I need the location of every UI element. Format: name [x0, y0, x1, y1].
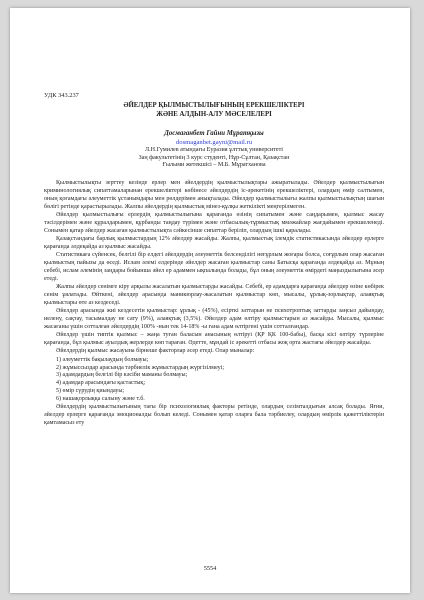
body-paragraph: Әйелдердің қылмыстылығының тағы бір психологиялық факторы ретінде, олардың сезімталдығын алсақ болады. Яғни, әйелдер ерлерге қарағанда эмоционалды болып келеді. Сонымен қатар оларға бала тәрбиелеу, олардың өмірлік қажеттіліктерін қамтамасыз ету [44, 403, 384, 426]
body-paragraph: Қазақстандағы барлық қылмыстардың 12% әйелдер жасайды. Жалпы, қылмыстық ілемдік статистикасында әйелдер ерлерге қарағанда әлдеқайда аз қылмыс жасайды. [44, 236, 384, 250]
list-item: 5) өмір сүрудің қиындауы; [56, 388, 125, 395]
author-name: Досмағанбет Гайни Мұратқызы [164, 130, 264, 138]
udk-code: УДК 343.237 [44, 92, 79, 99]
list-item: 1) әлеуметтік бақылаудың болмауы; [56, 356, 149, 363]
document-page [10, 8, 410, 593]
affiliation-line-1: Л.Н.Гумилев атындағы Еуразия ұлттық университеті [145, 146, 283, 153]
body-paragraph: Әйелдер қылмыстылығы ерлердің қылмыстылығына қарағанда өзінің сипатымен және саңдарымен, қылмыс жасау тәсілдерімен және құралдарымен, құрбанды таңдау түрімен және отбасылық-тұрмыстық ммәжайлар жағдайымен ерекшеленеді. Сонымен қатар әйелдер жасаған қылмыстылықта сәйкесінше сипаттар беріліп, олардың ішкі қаралады. [44, 212, 384, 234]
list-item: 6) нашақорлыққа салыну және т.б. [56, 395, 145, 402]
body-paragraph: Статистикаға сүйенсек, белгілі бір елдегі әйелдердің әлеуметтік белсенділігі неғұрлым жоғары болса, соғұрлым олар жасаған қылмыстың пайызы да өседі. Ислам әлемі елдерінде әйелдер жасаған қылмыстар саны Батысқа қарағанда әлдеқайда аз. Мұның себебі, ислам әлемінің заңдары бойынша әйел ер адаммен ықпалында болады, бұл оның әлеуметтік өмірдегі маңыздылығына әсер етеді. [44, 252, 384, 282]
list-item: 2) жұмыссыздар арасында тәрбиелік жұмыстардың жүргізілмеуі; [56, 364, 225, 371]
paper-body [44, 180, 384, 427]
affiliation-line-2: Заң факультетінің 3 курс студенті, Нұр-Сұлтан, Қазақстан [138, 154, 290, 161]
body-paragraph: Әйелдердің қылмыс жасауына бірнеше факторлар әсер етеді. Олар мыналар: [56, 348, 255, 355]
author-email[interactable]: dosmaganbet.gayni@mail.ru [175, 138, 253, 146]
title-line-1: ӘЙЕЛДЕР ҚЫЛМЫСТЫЛЫҒЫНЫҢ ЕРЕКШЕЛІКТЕРІ [123, 102, 305, 109]
title-line-2: ЖӘНЕ АЛДЫН-АЛУ МӘСЕЛЕЛЕРІ [156, 110, 272, 118]
page-number: 5554 [203, 565, 217, 572]
paper-content [44, 92, 384, 428]
list-item: 3) адамдардың белгілі бір кәсіби маманы болмауы; [56, 372, 188, 379]
body-paragraph: Жалпы әйелдер сенімге кіру арқылы жасалатын қылмыстарды жасайды. Себебі, ер адамдарға қарағанда әйелдер өзіне көбірек сенім ұялатады. Өйткені, әйелдер арасында маникюрлау-жасалатын қылмыстар көп, мысалы, ұрлық-зорлықтар, алаяқтық қылмыстары өте аз кездеседі. [44, 284, 384, 306]
body-paragraph: Қылмыстылықты зерттеу кезінде ерлер мен әйелдердің қылмыстылықтары ажыратылады. Әйелдер қылмыстылығын криминологиялық сипаттамаларынан ерекшеліктері көбінесе әйелдердің іс-әрекетінің ерекшеліктері, олардың өмір салтымен, оның қоғамдағы әлеуметтік ұстанымдары мен рөлдерімен анықталады. Әйелдер қылмыстылығы жалпы қылмыстылықтың шағын бөлігі ретінде қарастырылады. Жалпы әйелдердің қылмыстық мінез-құлқы жеткілікті меңгерілмеген. [44, 180, 384, 210]
body-paragraph: Әйелдер арасында жиі кездесетін қылмыстар: ұрлық - (45%), есірткі заттарын не психотроптық заттарды заңсыз дайындау, иелену, сақтау, тасымалдау не сату (9%), алаяқтық (3,5%). Әйелдер адам өлтіру қылмыстарын аз жасайды. Мысалы, қылмыс жасағаны үшін сотталған әйелдердің 100% -нын тек 14-18% -ы ғана адам өлтіргені үшін сотталғандар. [44, 308, 384, 330]
paper-title [44, 102, 384, 119]
affiliation-line-3: Ғылыми жетекшісі – М.Б. Мұратханова [162, 162, 266, 169]
body-paragraph: Әйелдер үшін типтік қылмыс – жаңа туған баласын анасының өлтіруі (ҚР ҚК 100-бабы), басқа кісі өлтіру түрлеріне қарағанда, бұл қылмыс ауылдық жерлерде көп тараған. Әдетте, мұндай іс әрекетті отбасы жоқ орта жастағы әйелдер жасайды. [44, 332, 384, 347]
list-item: 4) адамдар арасындағы қастастық; [56, 380, 146, 387]
